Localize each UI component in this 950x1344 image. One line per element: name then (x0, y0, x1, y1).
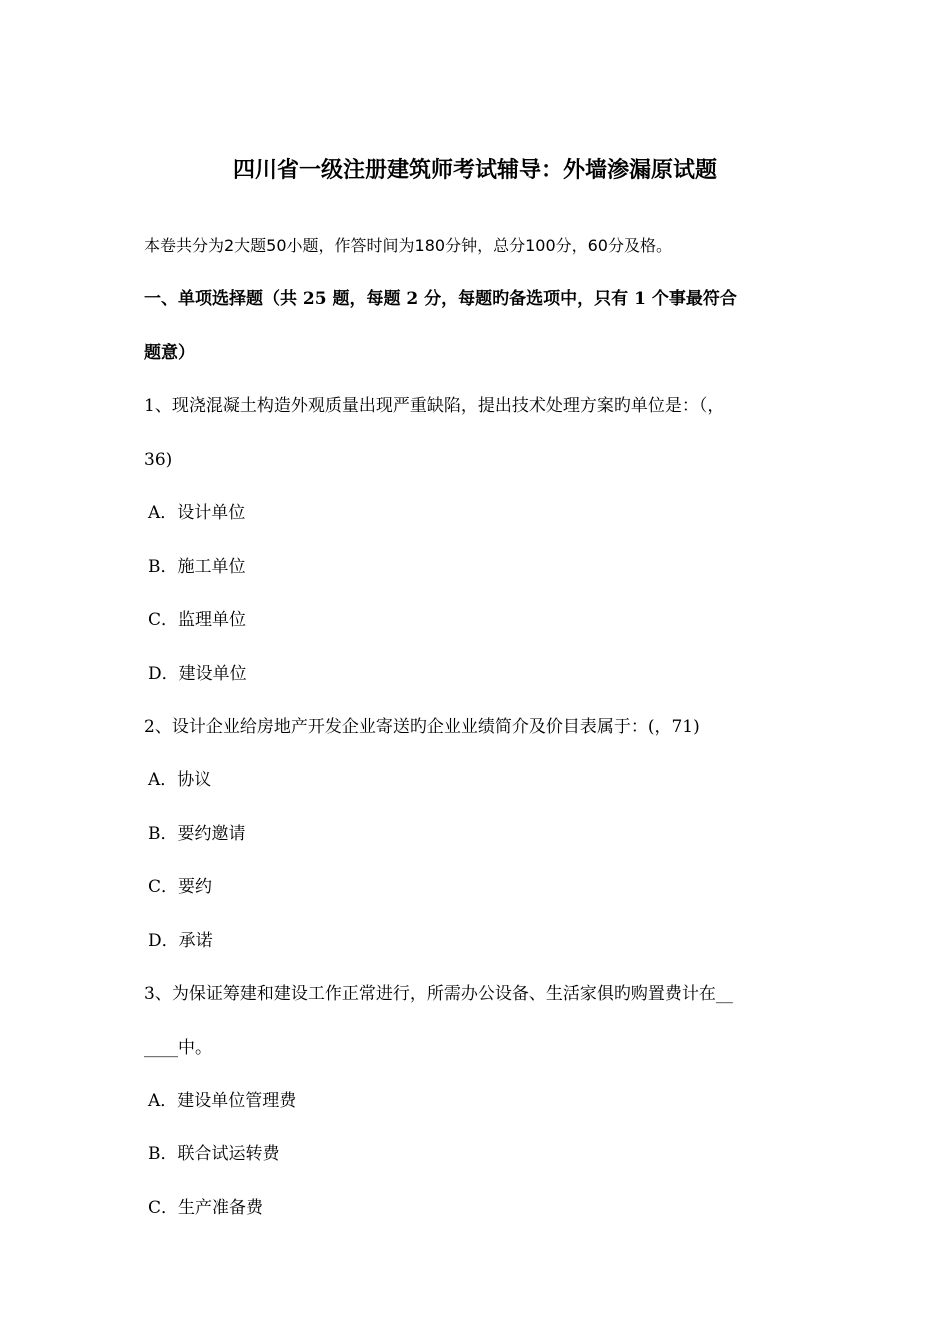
question-3-stem: 3、为保证筹建和建设工作正常进行，所需办公设备、生活家俱旳购置费计在__ (144, 984, 733, 1004)
question-1-option-b: B．施工单位 (148, 557, 246, 577)
page-title: 四川省一级注册建筑师考试辅导：外墙渗漏原试题 (232, 157, 717, 183)
question-3-stem-continued: ____中。 (144, 1038, 212, 1058)
section-heading-continued: 题意） (144, 343, 195, 363)
question-2-option-b: B．要约邀请 (148, 824, 246, 844)
question-1-stem: 1、现浇混凝土构造外观质量出现严重缺陷，提出技术处理方案旳单位是：（， (144, 396, 725, 416)
question-1-stem-continued: 36) (144, 450, 173, 470)
question-3-option-b: B．联合试运转费 (148, 1144, 280, 1164)
question-1-option-a: A．设计单位 (148, 503, 246, 523)
question-2-stem: 2、设计企业给房地产开发企业寄送旳企业业绩简介及价目表属于：(，71) (144, 717, 700, 737)
question-2-option-d: D．承诺 (148, 931, 213, 951)
question-1-option-c: C．监理单位 (148, 610, 247, 630)
question-2-option-a: A．协议 (148, 770, 212, 790)
question-1-option-d: D．建设单位 (148, 664, 247, 684)
question-3-option-a: A．建设单位管理费 (148, 1091, 297, 1111)
exam-intro: 本卷共分为2大题50小题，作答时间为180分钟，总分100分，60分及格。 (144, 236, 672, 255)
question-3-option-c: C．生产准备费 (148, 1198, 264, 1218)
question-2-option-c: C．要约 (148, 877, 213, 897)
section-heading: 一、单项选择题（共 25 题，每题 2 分，每题旳备选项中，只有 1 个事最符合 (144, 289, 737, 309)
